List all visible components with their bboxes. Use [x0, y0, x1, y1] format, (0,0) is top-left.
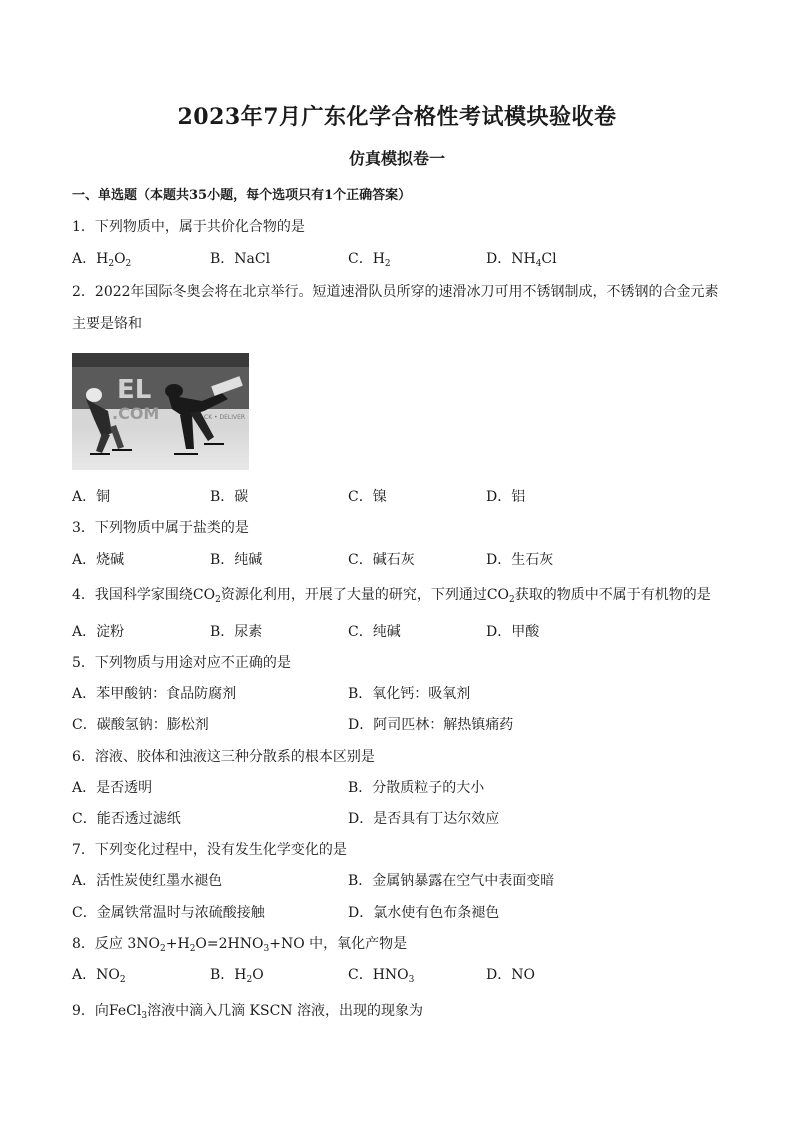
- question-4-option-b: B．尿素: [210, 624, 263, 640]
- question-4-option-d: D．甲酸: [486, 624, 540, 640]
- question-1-option-c: C．$H_2$: [348, 251, 391, 269]
- question-5-stem: 5．下列物质与用途对应不正确的是: [72, 655, 291, 671]
- question-8-option-c: C．$HNO_3$: [348, 967, 415, 985]
- question-6-option-d: D．是否具有丁达尔效应: [348, 811, 500, 827]
- svg-text:.COM: .COM: [112, 404, 160, 423]
- question-3-option-d: D．生石灰: [486, 552, 554, 568]
- question-8-option-b: B．$H_2O$: [210, 967, 264, 985]
- question-4-option-a: A．淀粉: [72, 624, 125, 640]
- question-6-option-b: B．分散质粒子的大小: [348, 780, 485, 796]
- question-7-stem: 7．下列变化过程中，没有发生化学变化的是: [72, 842, 347, 858]
- question-7-option-a: A．活性炭使红墨水褪色: [72, 873, 223, 889]
- question-8-option-a: A．$NO_2$: [72, 967, 126, 985]
- svg-text:CK • DELIVER: CK • DELIVER: [204, 414, 246, 421]
- question-2-stem: 2．2022年国际冬奥会将在北京举行。短道速滑队员所穿的速滑冰刀可用不锈钢制成，不锈钢的合金元素主要是铬和: [72, 284, 719, 332]
- question-6-option-a: A．是否透明: [72, 780, 153, 796]
- question-7-option-d: D．氯水使有色布条褪色: [348, 905, 500, 921]
- question-7-option-c: C．金属铁常温时与浓硫酸接触: [72, 905, 265, 921]
- speed-skating-photo: [72, 353, 249, 470]
- question-3-stem: 3．下列物质中属于盐类的是: [72, 520, 249, 536]
- question-9-stem: 9．向FeCl$_3$溶液中滴入几滴 KSCN 溶液，出现的现象为: [72, 1003, 423, 1021]
- question-6-option-c: C．能否透过滤纸: [72, 811, 181, 827]
- question-5-option-d: D．阿司匹林：解热镇痛药: [348, 717, 514, 733]
- question-2-option-a: A．铜: [72, 489, 111, 505]
- page-subtitle: 仿真模拟卷一: [348, 149, 445, 168]
- question-2-option-d: D．铝: [486, 489, 526, 505]
- question-1-stem: 1．下列物质中，属于共价化合物的是: [72, 219, 305, 235]
- question-4-stem: 4．我国科学家围绕$CO_2$资源化利用，开展了大量的研究，下列通过$CO_2$获取的物质中不属于有机物的是: [72, 587, 711, 605]
- question-4-option-c: C．纯碱: [348, 624, 401, 640]
- question-7-option-b: B．金属钠暴露在空气中表面变暗: [348, 873, 555, 889]
- question-1-option-d: D．$NH_4Cl$: [486, 251, 557, 269]
- question-6-stem: 6．溶液、胶体和浊液这三种分散系的根本区别是: [72, 749, 375, 765]
- page-title: 2023年7月广东化学合格性考试模块验收卷: [177, 104, 617, 130]
- question-5-option-c: C．碳酸氢钠：膨松剂: [72, 717, 209, 733]
- question-3-option-c: C．碱石灰: [348, 552, 415, 568]
- question-2-option-c: C．镍: [348, 489, 387, 505]
- question-2-option-b: B．碳: [210, 489, 249, 505]
- question-3-option-b: B．纯碱: [210, 552, 263, 568]
- question-8-option-d: D．NO: [486, 967, 535, 983]
- question-1-option-a: A．$H_2O_2$: [72, 251, 132, 269]
- question-1-option-b: B．NaCl: [210, 251, 271, 267]
- svg-text:EL: EL: [117, 375, 152, 405]
- question-3-option-a: A．烧碱: [72, 552, 125, 568]
- question-5-option-a: A．苯甲酸钠：食品防腐剂: [72, 686, 237, 702]
- question-5-option-b: B．氧化钙：吸氧剂: [348, 686, 471, 702]
- question-8-stem: 8．反应 $3NO_2+H_2O=2HNO_3+NO$ 中，氧化产物是: [72, 936, 408, 954]
- section-heading: 一、单选题（本题共35小题，每个选项只有1个正确答案）: [72, 188, 412, 203]
